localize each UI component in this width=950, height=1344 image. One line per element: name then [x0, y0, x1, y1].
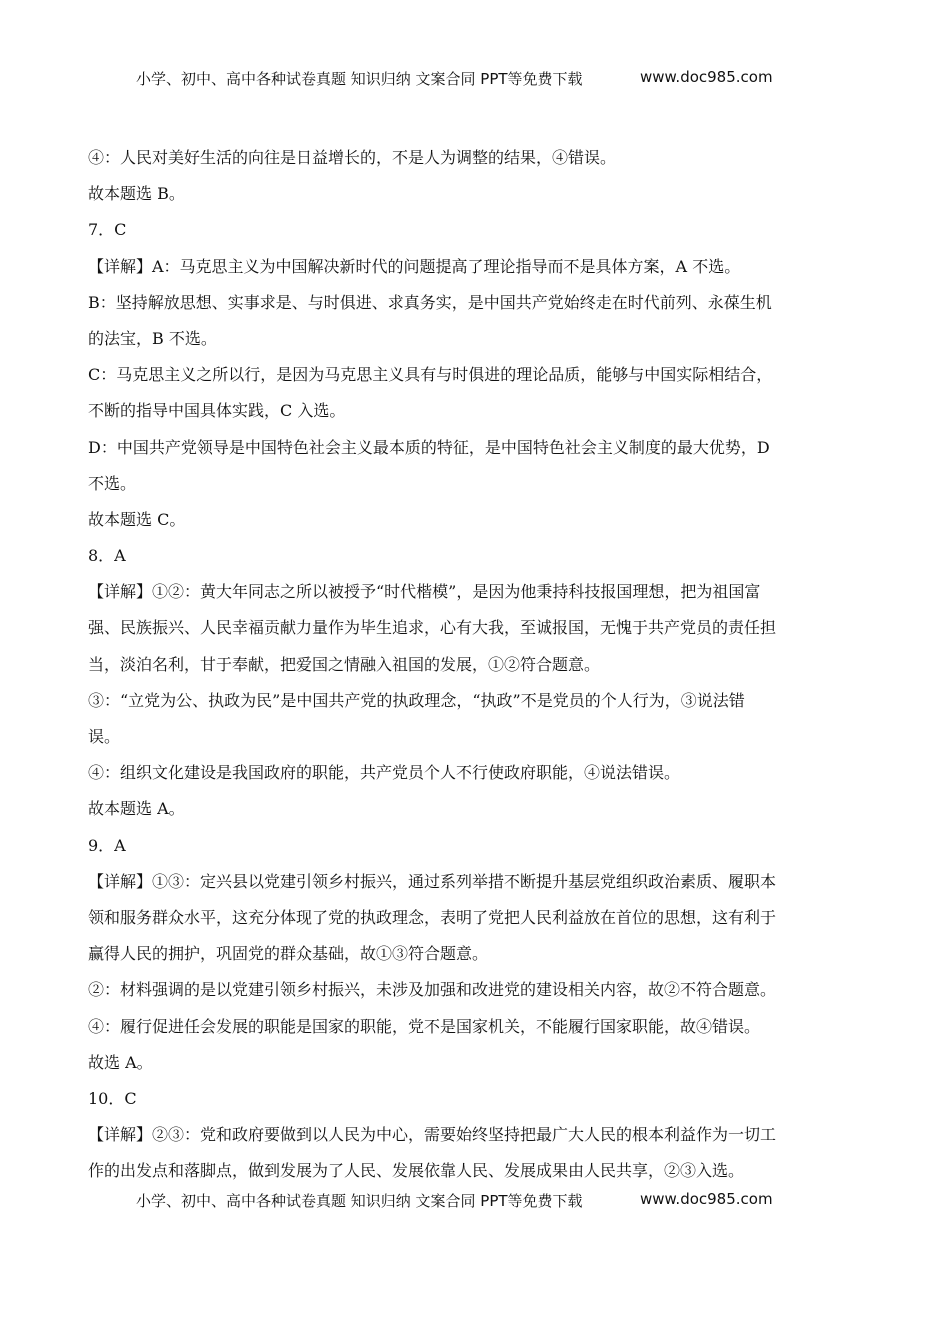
question-number: 8．A	[88, 546, 126, 566]
text-line: D：中国共产党领导是中国特色社会主义最本质的特征，是中国特色社会主义制度的最大优势，D	[88, 437, 770, 457]
text-line: 不选。	[88, 473, 137, 493]
question-number: 7．C	[88, 220, 127, 240]
text-line: 当，淡泊名利，甘于奉献，把爱国之情融入祖国的发展，①②符合题意。	[88, 654, 601, 674]
footer-text: 小学、初中、高中各种试卷真题 知识归纳 文案合同 PPT等免费下载	[136, 1192, 583, 1210]
text-line: 故本题选 B。	[88, 184, 185, 204]
text-line: 【详解】①③：定兴县以党建引领乡村振兴，通过系列举措不断提升基层党组织政治素质、履职本	[88, 871, 777, 891]
text-line: ③：“立党为公、执政为民”是中国共产党的执政理念，“执政”不是党员的个人行为，③说法错	[88, 690, 745, 710]
text-line: 【详解】②③：党和政府要做到以人民为中心，需要始终坚持把最广大人民的根本利益作为一切工	[88, 1125, 777, 1145]
text-line: 误。	[88, 727, 121, 746]
text-line: 作的出发点和落脚点，做到发展为了人民、发展依靠人民、发展成果由人民共享，②③入选。	[88, 1161, 745, 1181]
question-number: 10．C	[88, 1088, 137, 1108]
question-number: 9．A	[88, 835, 126, 855]
text-line: 故本题选 C。	[88, 509, 186, 529]
text-line: ②：材料强调的是以党建引领乡村振兴，未涉及加强和改进党的建设相关内容，故②不符合题意。	[88, 980, 777, 1000]
text-line: 领和服务群众水平，这充分体现了党的执政理念，表明了党把人民利益放在首位的思想，这有利于	[88, 907, 777, 927]
footer-url[interactable]: www.doc985.com	[640, 1190, 773, 1208]
text-line: 不断的指导中国具体实践，C 入选。	[88, 401, 346, 421]
text-line: ④：履行促进任会发展的职能是国家的职能，党不是国家机关，不能履行国家职能，故④错误。	[88, 1016, 761, 1036]
document-body	[88, 140, 818, 1189]
text-line: B：坚持解放思想、实事求是、与时俱进、求真务实，是中国共产党始终走在时代前列、永葆生机	[88, 292, 772, 312]
text-line: 故选 A。	[88, 1052, 153, 1072]
header-url[interactable]: www.doc985.com	[640, 68, 773, 86]
header-text: 小学、初中、高中各种试卷真题 知识归纳 文案合同 PPT等免费下载	[136, 70, 583, 88]
text-line: 强、民族振兴、人民幸福贡献力量作为毕生追求，心有大我，至诚报国，无愧于共产党员的责任担	[88, 618, 777, 638]
text-line: ④：人民对美好生活的向往是日益增长的，不是人为调整的结果，④错误。	[88, 148, 617, 167]
text-line: 赢得人民的拥护，巩固党的群众基础，故①③符合题意。	[88, 944, 489, 964]
text-line: ④：组织文化建设是我国政府的职能，共产党员个人不行使政府职能，④说法错误。	[88, 763, 681, 783]
text-line: 的法宝，B 不选。	[88, 328, 217, 348]
text-line: 故本题选 A。	[88, 799, 185, 819]
text-line: 【详解】A：马克思主义为中国解决新时代的问题提高了理论指导而不是具体方案，A 不选。	[88, 256, 741, 276]
text-line: 【详解】①②：黄大年同志之所以被授予“时代楷模”，是因为他秉持科技报国理想，把为祖国富	[88, 582, 761, 602]
text-line: C：马克思主义之所以行，是因为马克思主义具有与时俱进的理论品质，能够与中国实际相结合，	[88, 365, 773, 385]
